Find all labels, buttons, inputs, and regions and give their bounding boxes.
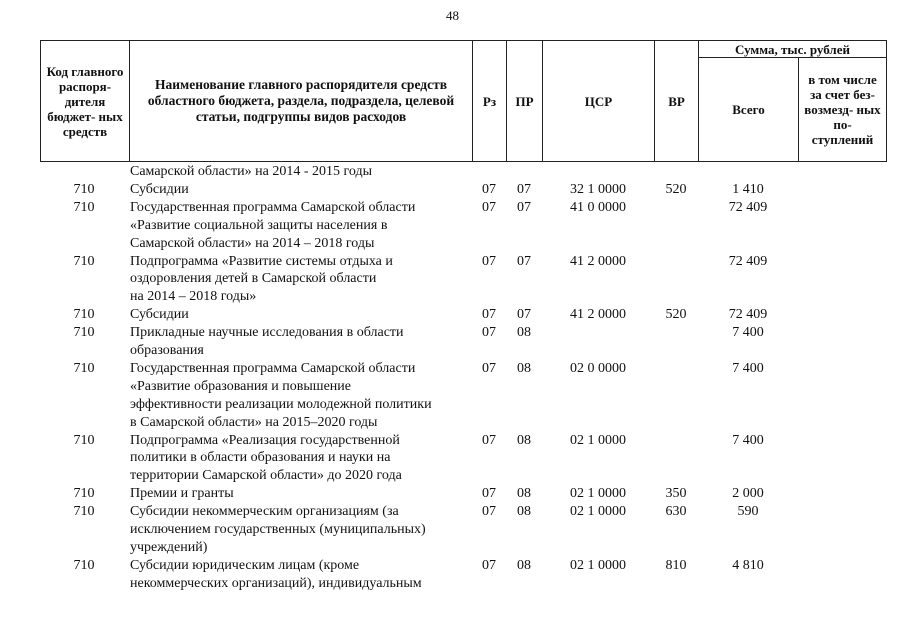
row-total: 7 400 bbox=[732, 360, 764, 376]
row-rz: 07 bbox=[482, 199, 496, 215]
row-pr: 08 bbox=[517, 486, 531, 502]
row-total: 1 410 bbox=[732, 181, 764, 197]
header-sum: Сумма, тыс. рублей bbox=[698, 40, 887, 58]
row-kod: 710 bbox=[73, 307, 95, 323]
row-name: Субсидии bbox=[130, 181, 189, 197]
row-kod: 710 bbox=[73, 486, 95, 502]
row-kod: 710 bbox=[73, 432, 95, 448]
row-name: образования bbox=[130, 343, 204, 358]
row-pr: 07 bbox=[517, 199, 531, 215]
row-rz: 07 bbox=[482, 360, 496, 376]
row-pr: 08 bbox=[517, 325, 531, 341]
header-pr: ПР bbox=[506, 40, 543, 162]
row-kod: 710 bbox=[73, 325, 95, 341]
row-name: территории Самарской области» до 2020 года bbox=[130, 468, 402, 484]
header-incl: в том числе за счет без- возмезд- ных по- ступлений bbox=[798, 57, 887, 162]
header-kod: Код главного распоря- дителя бюджет- ных средств bbox=[40, 40, 130, 162]
row-pr: 08 bbox=[517, 360, 531, 376]
row-name: Самарской области» на 2014 – 2018 годы bbox=[130, 235, 375, 251]
header-total: Всего bbox=[698, 57, 799, 162]
row-vr: 520 bbox=[665, 181, 687, 197]
row-kod: 710 bbox=[73, 557, 95, 573]
header-rz: Рз bbox=[472, 40, 507, 162]
row-rz: 07 bbox=[482, 253, 496, 269]
row-pr: 08 bbox=[517, 432, 531, 448]
row-total: 72 409 bbox=[728, 199, 768, 215]
row-name: некоммерческих организаций), индивидуальным bbox=[130, 575, 422, 591]
header-name: Наименование главного распорядителя средств областного бюджета, раздела, подраздела, целевой статьи, подгруппы видов расходов bbox=[129, 40, 473, 162]
row-vr: 810 bbox=[665, 557, 687, 573]
row-csr: 02 1 0000 bbox=[570, 486, 626, 502]
row-csr: 02 0 0000 bbox=[570, 360, 626, 376]
page-number: 48 bbox=[446, 8, 459, 23]
row-vr: 350 bbox=[665, 486, 687, 502]
row-name: Государственная программа Самарской области bbox=[130, 360, 416, 376]
row-name: исключением государственных (муниципальных) bbox=[130, 522, 426, 537]
row-name: Субсидии юридическим лицам (кроме bbox=[130, 557, 360, 573]
header-vr: ВР bbox=[654, 40, 699, 162]
row-csr: 02 1 0000 bbox=[570, 432, 626, 448]
row-name: Субсидии bbox=[130, 307, 189, 323]
row-rz: 07 bbox=[482, 307, 496, 323]
row-total: 7 400 bbox=[732, 325, 764, 341]
row-csr: 41 2 0000 bbox=[570, 253, 626, 269]
row-name: «Развитие образования и повышение bbox=[130, 378, 351, 394]
row-csr: 02 1 0000 bbox=[570, 504, 626, 520]
row-kod: 710 bbox=[73, 360, 95, 376]
row-name: на 2014 – 2018 годы» bbox=[130, 289, 257, 305]
row-name: Самарской области» на 2014 - 2015 годы bbox=[130, 164, 373, 179]
row-csr: 41 2 0000 bbox=[570, 307, 626, 323]
header-csr: ЦСР bbox=[542, 40, 655, 162]
row-kod: 710 bbox=[73, 199, 95, 215]
row-rz: 07 bbox=[482, 432, 496, 448]
row-rz: 07 bbox=[482, 181, 496, 197]
row-total: 7 400 bbox=[732, 432, 764, 448]
row-rz: 07 bbox=[482, 486, 496, 502]
row-name: Прикладные научные исследования в области bbox=[130, 325, 404, 341]
row-rz: 07 bbox=[482, 504, 496, 520]
row-rz: 07 bbox=[482, 325, 496, 341]
row-total: 72 409 bbox=[728, 307, 768, 323]
row-total: 72 409 bbox=[728, 253, 768, 269]
row-name: «Развитие социальной защиты населения в bbox=[130, 217, 388, 233]
row-name: Субсидии некоммерческим организациям (за bbox=[130, 504, 399, 520]
row-vr: 520 bbox=[665, 307, 687, 323]
row-csr: 32 1 0000 bbox=[570, 181, 626, 197]
row-total: 4 810 bbox=[732, 557, 764, 573]
row-name: в Самарской области» на 2015–2020 годы bbox=[130, 414, 378, 430]
row-csr: 02 1 0000 bbox=[570, 557, 626, 573]
row-name: политики в области образования и науки на bbox=[130, 450, 391, 466]
row-vr: 630 bbox=[665, 504, 687, 520]
row-total: 590 bbox=[737, 504, 759, 520]
row-pr: 07 bbox=[517, 181, 531, 197]
row-name: оздоровления детей в Самарской области bbox=[130, 271, 377, 287]
row-name: Подпрограмма «Реализация государственной bbox=[130, 432, 400, 448]
row-rz: 07 bbox=[482, 557, 496, 573]
row-total: 2 000 bbox=[732, 486, 764, 502]
row-pr: 07 bbox=[517, 307, 531, 323]
row-pr: 08 bbox=[517, 504, 531, 520]
row-name: Премии и гранты bbox=[130, 486, 234, 502]
row-pr: 08 bbox=[517, 557, 531, 573]
row-kod: 710 bbox=[73, 181, 95, 197]
row-csr: 41 0 0000 bbox=[570, 199, 626, 215]
row-name: эффективности реализации молодежной политики bbox=[130, 396, 432, 412]
row-name: Государственная программа Самарской области bbox=[130, 199, 416, 215]
row-name: учреждений) bbox=[130, 539, 208, 555]
row-kod: 710 bbox=[73, 253, 95, 269]
row-name: Подпрограмма «Развитие системы отдыха и bbox=[130, 253, 393, 269]
row-kod: 710 bbox=[73, 504, 95, 520]
row-pr: 07 bbox=[517, 253, 531, 269]
